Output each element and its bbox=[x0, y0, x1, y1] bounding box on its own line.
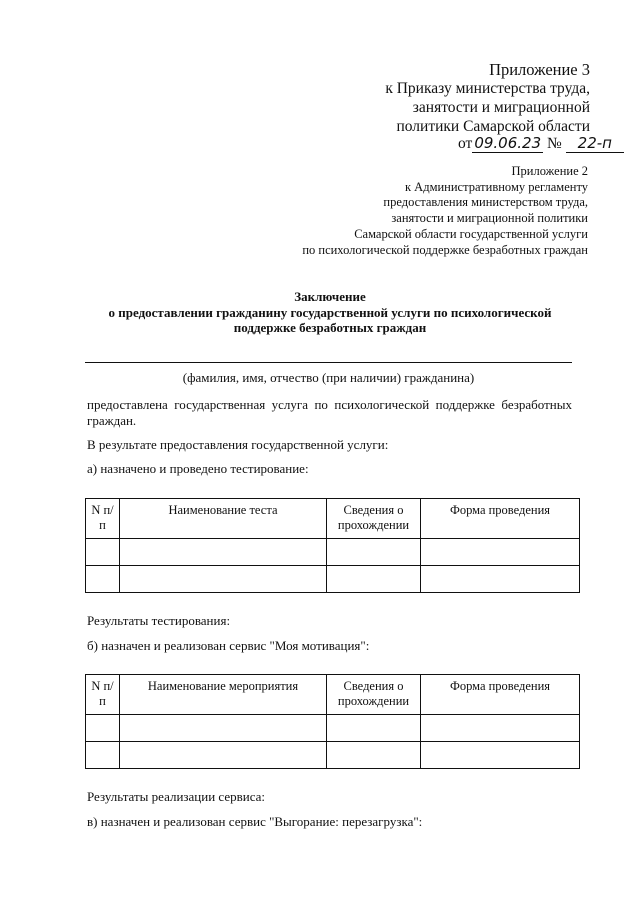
appendix-2-line6: по психологической поддержке безработных граждан bbox=[302, 242, 588, 257]
order-date-number bbox=[458, 134, 624, 153]
table-header-row bbox=[86, 675, 580, 715]
table-cell bbox=[86, 539, 120, 566]
para-result-intro: В результате предоставления государственной услуги: bbox=[87, 437, 389, 452]
col-form-header: Форма проведения bbox=[421, 675, 580, 715]
table-header-row bbox=[86, 499, 580, 539]
order-number: 22-п bbox=[566, 134, 624, 153]
table-cell bbox=[86, 566, 120, 593]
table-testing bbox=[85, 498, 580, 593]
table-cell bbox=[327, 742, 421, 769]
col-completion-header: Сведения о прохождении bbox=[327, 675, 421, 715]
order-date: 09.06.23 bbox=[474, 134, 542, 152]
appendix-3-line4: политики Самарской области bbox=[396, 118, 590, 135]
table-cell bbox=[421, 715, 580, 742]
fio-signature-line bbox=[85, 362, 572, 363]
table-cell bbox=[120, 715, 327, 742]
appendix-2-line1: Приложение 2 bbox=[511, 164, 588, 178]
col-number-header: N п/п bbox=[86, 675, 120, 715]
table-row bbox=[86, 566, 580, 593]
col-form-header: Форма проведения bbox=[421, 499, 580, 539]
table-cell bbox=[327, 715, 421, 742]
col-number-header: N п/п bbox=[86, 499, 120, 539]
appendix-3-header bbox=[290, 60, 590, 136]
para-provided: предоставлена государственная услуга по психологической поддержке безработных граждан. bbox=[87, 397, 572, 428]
item-a: а) назначено и проведено тестирование: bbox=[87, 461, 309, 476]
table-cell bbox=[120, 539, 327, 566]
item-b: б) назначен и реализован сервис "Моя мотивация": bbox=[87, 638, 370, 653]
table-row bbox=[86, 539, 580, 566]
table-cell bbox=[421, 742, 580, 769]
appendix-3-line1: Приложение 3 bbox=[489, 60, 590, 79]
title-line2: о предоставлении гражданину государственной услуги по психологической bbox=[108, 304, 552, 320]
table-cell bbox=[120, 566, 327, 593]
appendix-3-line3: занятости и миграционной bbox=[412, 99, 590, 116]
testing-results: Результаты тестирования: bbox=[87, 613, 231, 628]
appendix-3-line2: к Приказу министерства труда, bbox=[385, 80, 590, 97]
document-title bbox=[60, 289, 600, 336]
col-event-name-header: Наименование мероприятия bbox=[120, 675, 327, 715]
appendix-2-line3: предоставления министерством труда, bbox=[383, 195, 588, 210]
table-motivation bbox=[85, 674, 580, 769]
title-line1: Заключение bbox=[294, 289, 366, 304]
number-label: № bbox=[547, 135, 562, 152]
appendix-2-line5: Самарской области государственной услуги bbox=[354, 226, 588, 241]
from-label: от bbox=[458, 135, 473, 152]
appendix-2-line4: занятости и миграционной политики bbox=[391, 211, 588, 226]
table-cell bbox=[421, 566, 580, 593]
col-completion-header: Сведения о прохождении bbox=[327, 499, 421, 539]
table-cell bbox=[327, 566, 421, 593]
table-cell bbox=[120, 742, 327, 769]
table-cell bbox=[327, 539, 421, 566]
table-row bbox=[86, 742, 580, 769]
col-test-name-header: Наименование теста bbox=[120, 499, 327, 539]
table-cell bbox=[421, 539, 580, 566]
title-line3: поддержке безработных граждан bbox=[233, 320, 427, 335]
service-results: Результаты реализации сервиса: bbox=[87, 789, 266, 804]
table-cell bbox=[86, 742, 120, 769]
table-cell bbox=[86, 715, 120, 742]
fio-caption: (фамилия, имя, отчество (при наличии) гражданина) bbox=[182, 370, 475, 385]
appendix-2-line2: к Административному регламенту bbox=[404, 179, 588, 194]
item-c: в) назначен и реализован сервис "Выгорание: перезагрузка": bbox=[87, 814, 423, 829]
appendix-2-header bbox=[268, 164, 588, 258]
table-row bbox=[86, 715, 580, 742]
